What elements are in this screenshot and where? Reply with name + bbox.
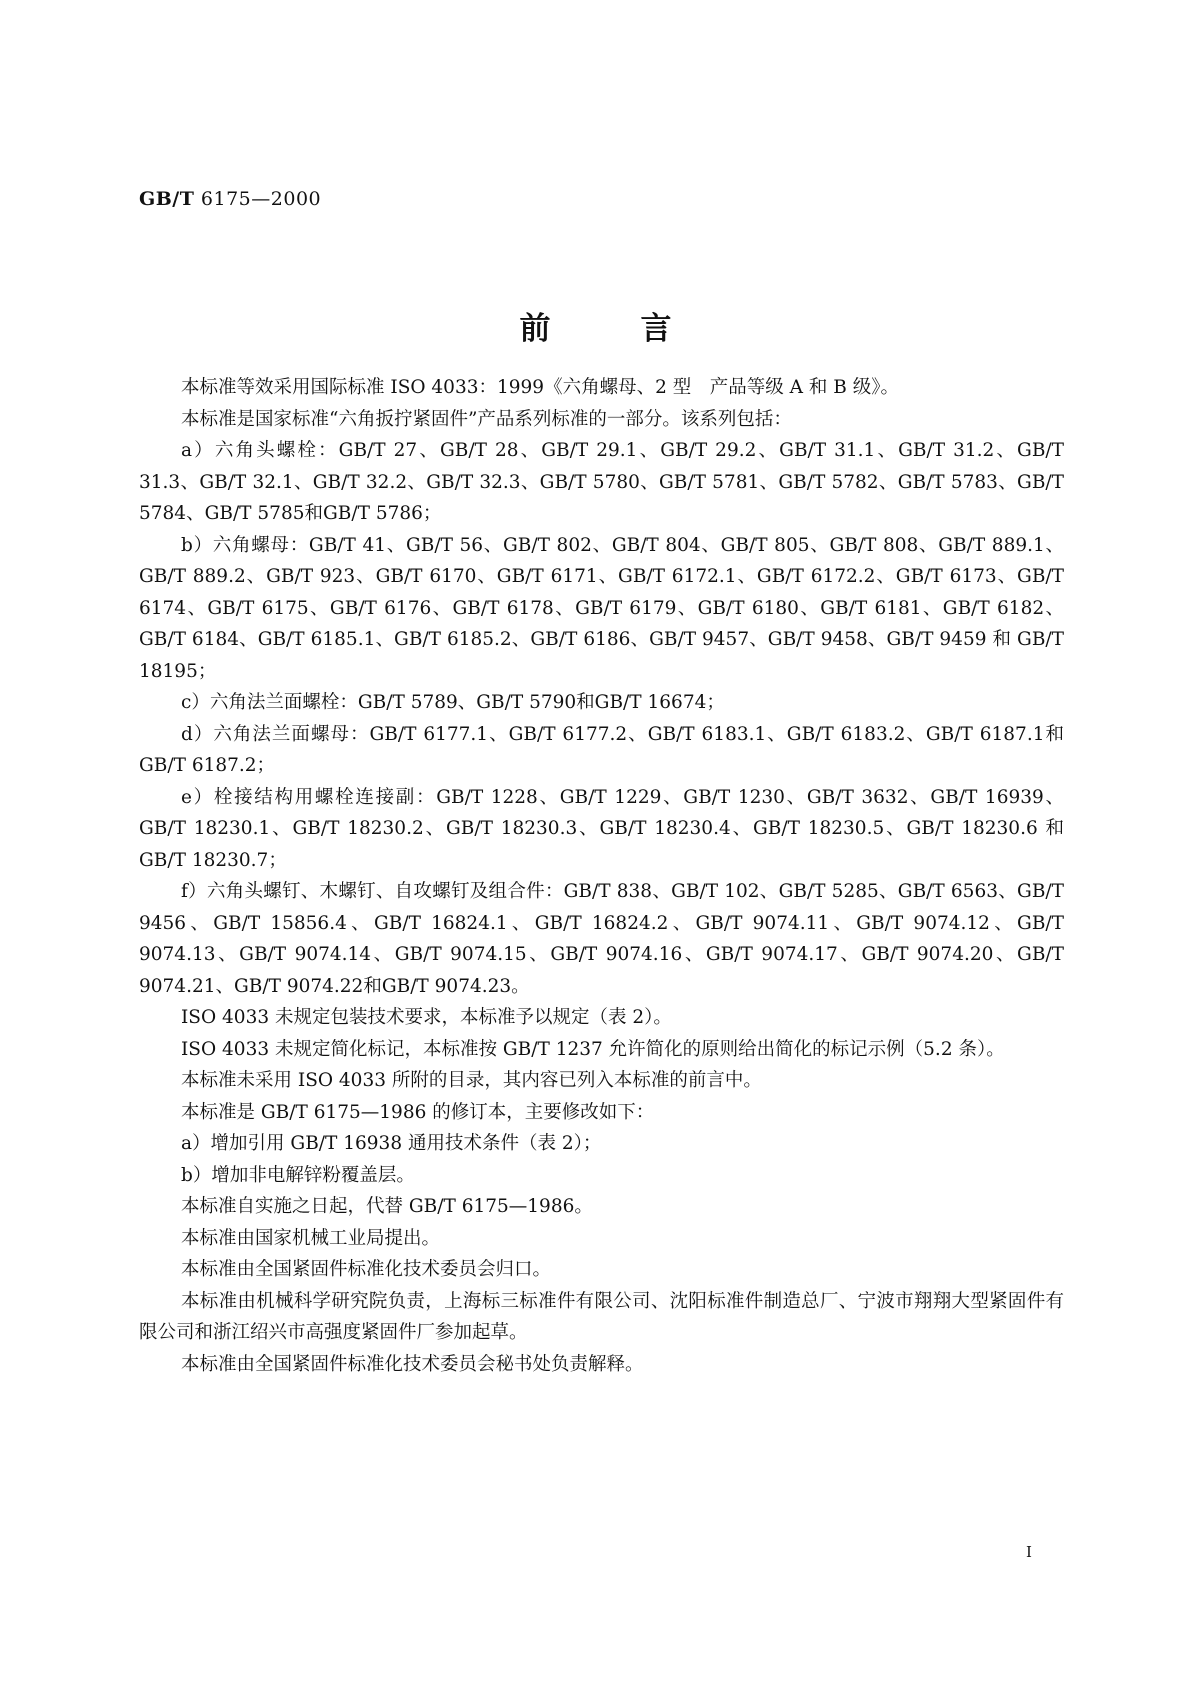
list-item: b）增加非电解锌粉覆盖层。 <box>181 1164 415 1186</box>
paragraph: 本标准是 GB/T 6175—1986 的修订本，主要修改如下： <box>181 1101 655 1123</box>
list-item: b）六角螺母：GB/T 41、GB/T 56、GB/T 802、GB/T 804、GB/T 805、GB/T 808、GB/T 889.1、GB/T 889.2、GB/T 923、GB/T 6170、GB/T 6171、GB/T 6172.1、GB/T 6172.2、GB/T 6173、GB/T 6174、GB/T 6175、GB/T 6176、GB/T 6178、GB/T 6179、GB/T 6180、GB/T 6181、GB/T 6182、GB/T 6184、GB/T 6185.1、GB/T 6185.2、GB/T 6186、GB/T 9457、GB/T 9458、GB/T 9459 和 GB/T 18195； <box>139 534 1064 682</box>
paragraph: 本标准由机械科学研究院负责，上海标三标准件有限公司、沈阳标准件制造总厂、宁波市翔翔大型紧固件有限公司和浙江绍兴市高强度紧固件厂参加起草。 <box>139 1290 1064 1343</box>
paragraph: 本标准自实施之日起，代替 GB/T 6175—1986。 <box>181 1196 593 1217</box>
paragraph: 本标准由国家机械工业局提出。 <box>181 1227 441 1249</box>
paragraph: 本标准由全国紧固件标准化技术委员会秘书处负责解释。 <box>181 1353 644 1375</box>
list-item: a）增加引用 GB/T 16938 通用技术条件（表 2）； <box>181 1133 602 1154</box>
foreword-body <box>139 372 1064 1380</box>
standard-code <box>139 188 321 210</box>
paragraph: 本标准由全国紧固件标准化技术委员会归口。 <box>181 1259 552 1280</box>
list-item: d）六角法兰面螺母：GB/T 6177.1、GB/T 6177.2、GB/T 6183.1、GB/T 6183.2、GB/T 6187.1和GB/T 6187.2； <box>139 723 1064 776</box>
list-item: c）六角法兰面螺栓：GB/T 5789、GB/T 5790和GB/T 16674； <box>181 692 725 713</box>
page-number: I <box>1026 1543 1032 1561</box>
list-item: f）六角头螺钉、木螺钉、自攻螺钉及组合件：GB/T 838、GB/T 102、GB/T 5285、GB/T 6563、GB/T 9456、GB/T 15856.4、GB/T 16824.1、GB/T 16824.2、GB/T 9074.11、GB/T 9074.12、GB/T 9074.13、GB/T 9074.14、GB/T 9074.15、GB/T 9074.16、GB/T 9074.17、GB/T 9074.20、GB/T 9074.21、GB/T 9074.22和GB/T 9074.23。 <box>139 881 1064 997</box>
list-item: e）栓接结构用螺栓连接副：GB/T 1228、GB/T 1229、GB/T 1230、GB/T 3632、GB/T 16939、GB/T 18230.1、GB/T 18230.2、GB/T 18230.3、GB/T 18230.4、GB/T 18230.5、GB/T 18230.6 和 GB/T 18230.7； <box>139 786 1064 871</box>
page-title: 前言 <box>519 311 762 347</box>
paragraph: 本标准等效采用国际标准 ISO 4033：1999《六角螺母、2 型 产品等级 A 和 B 级》。 <box>181 377 899 398</box>
paragraph: 本标准是国家标准“六角扳拧紧固件”产品系列标准的一部分。该系列包括： <box>181 408 792 430</box>
paragraph: ISO 4033 未规定简化标记，本标准按 GB/T 1237 允许简化的原则给出简化的标记示例（5.2 条）。 <box>181 1038 1005 1060</box>
standard-code-prefix: GB/T <box>139 188 195 210</box>
paragraph: 本标准未采用 ISO 4033 所附的目录，其内容已列入本标准的前言中。 <box>181 1070 762 1091</box>
paragraph: ISO 4033 未规定包装技术要求，本标准予以规定（表 2）。 <box>181 1007 672 1028</box>
list-item: a）六角头螺栓：GB/T 27、GB/T 28、GB/T 29.1、GB/T 29.2、GB/T 31.1、GB/T 31.2、GB/T 31.3、GB/T 32.1、GB/T 32.2、GB/T 32.3、GB/T 5780、GB/T 5781、GB/T 5782、GB/T 5783、GB/T 5784、GB/T 5785和GB/T 5786； <box>139 440 1064 524</box>
standard-code-number: 6175—2000 <box>194 188 322 210</box>
